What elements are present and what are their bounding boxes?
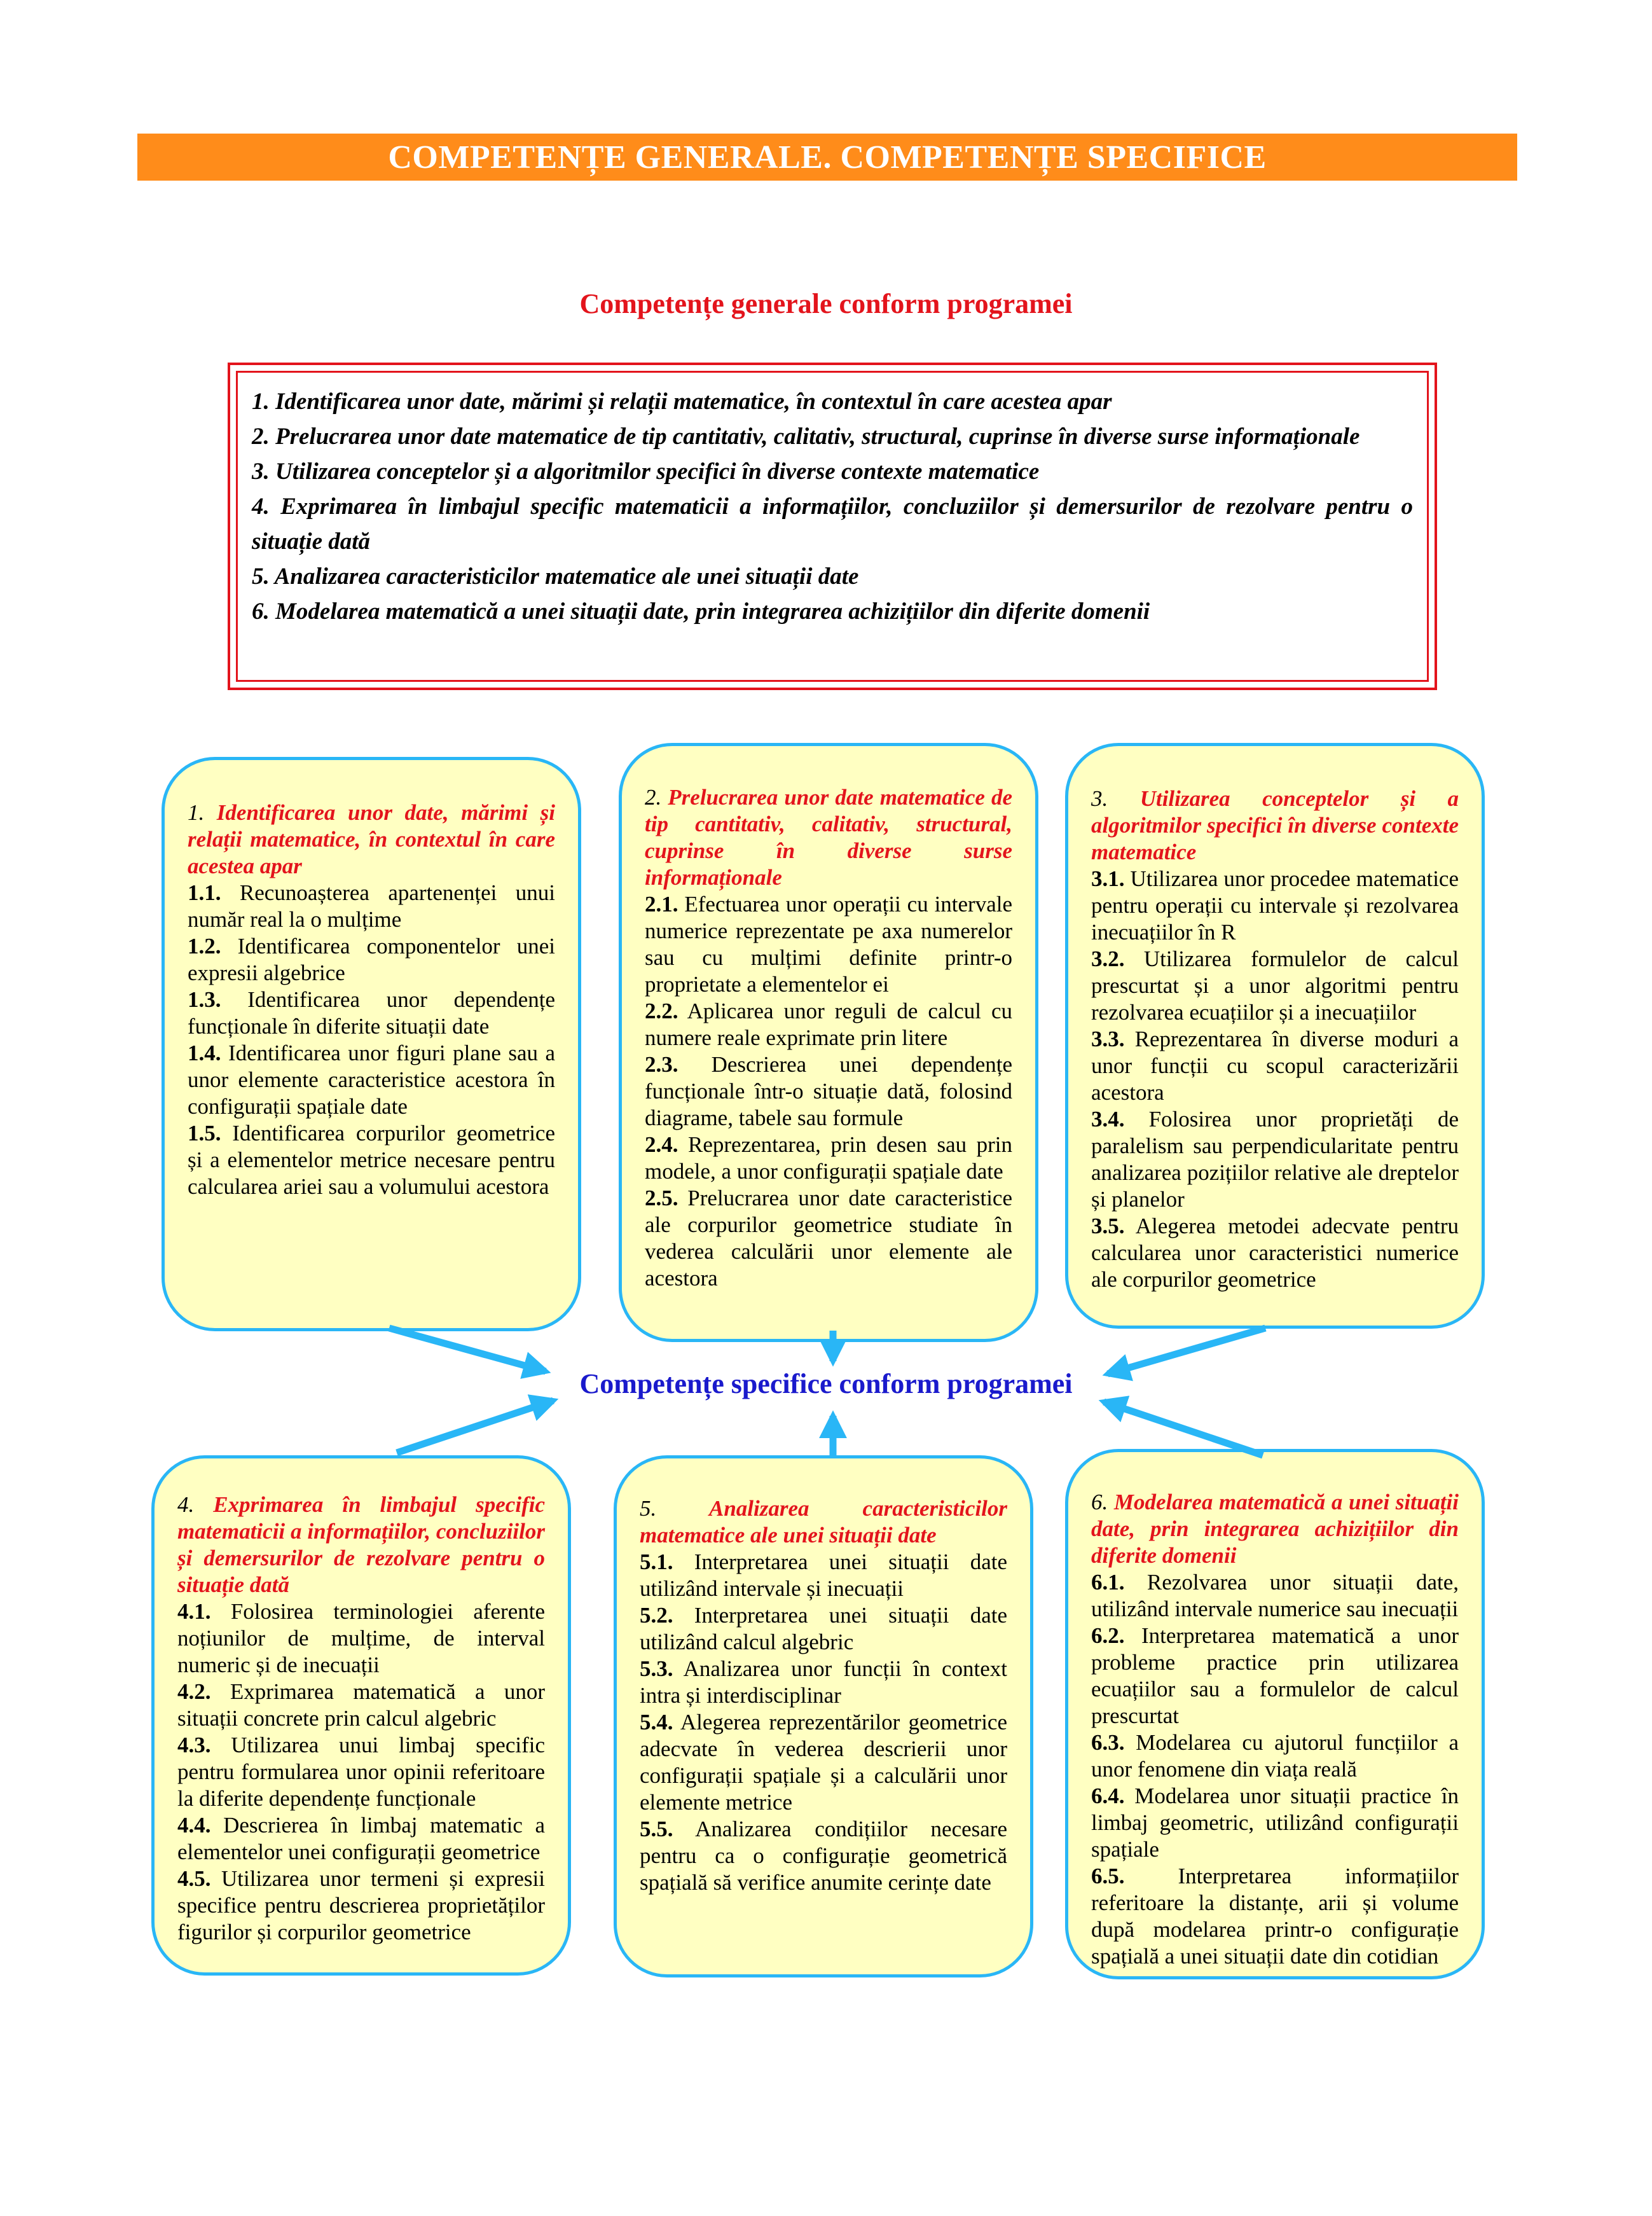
item-text: Utilizarea unor termeni și expresii specifice pentru descrierea proprietăților figurilor și corpurilor geometrice bbox=[177, 1866, 545, 1944]
item-code: 3.4. bbox=[1091, 1107, 1125, 1132]
item-code: 4.5. bbox=[177, 1866, 211, 1891]
item-code: 5.3. bbox=[640, 1656, 673, 1681]
item-code: 3.1. bbox=[1091, 866, 1125, 891]
item-code: 1.1. bbox=[188, 880, 221, 905]
heading-text: Prelucrarea unor date matematice de tip cantitativ, calitativ, structural, cuprinse în diverse surse informaționale bbox=[645, 785, 1012, 890]
heading-text: Identificarea unor date, mărimi și relații matematice, în contextul în care acestea apar bbox=[188, 800, 556, 878]
heading-text: Utilizarea conceptelor și a algoritmilor specifici în diverse contexte matematice bbox=[1091, 786, 1459, 864]
item-code: 3.5. bbox=[1091, 1214, 1125, 1238]
item-text: Identificarea unor figuri plane sau a unor elemente caracteristice acestora în configurații spațiale date bbox=[188, 1041, 555, 1119]
item-text: Folosirea unor proprietăți de paralelism sau perpendicularitate pentru analizarea pozițiilor relative ale dreptelor și planelor bbox=[1091, 1107, 1459, 1212]
item-text: Descrierea în limbaj matematic a elementelor unei configurații geometrice bbox=[177, 1813, 545, 1864]
item-text: Alegerea metodei adecvate pentru calcularea unor caracteristici numerice ale corpurilor geometrice bbox=[1091, 1214, 1459, 1292]
general-competence-item: 5. Analizarea caracteristicilor matematice ale unei situații date bbox=[252, 564, 859, 590]
item-text: Folosirea terminologiei aferente noțiunilor de mulțime, de interval numeric și de inecuații bbox=[177, 1599, 545, 1677]
item-text: Prelucrarea unor date caracteristice ale corpurilor geometrice studiate în vederea calculării unor elemente ale acestora bbox=[645, 1186, 1012, 1291]
item-code: 6.5. bbox=[1091, 1864, 1125, 1888]
heading-text: Modelarea matematică a unei situații date, prin integrarea achizițiilor din diferite domenii bbox=[1091, 1490, 1459, 1568]
item-code: 1.5. bbox=[188, 1121, 221, 1146]
item-code: 1.2. bbox=[188, 934, 221, 959]
item-code: 2.5. bbox=[645, 1186, 678, 1210]
item-text: Identificarea corpurilor geometrice și a elementelor metrice necesare pentru calcularea ariei sau a volumului acestora bbox=[188, 1121, 556, 1199]
general-competence-item: 4. Exprimarea în limbajul specific matematicii a informațiilor, concluziilor și demersurilor de rezolvare pentru o situație dată bbox=[252, 494, 1413, 555]
arrow-from-box-3 bbox=[1108, 1328, 1265, 1374]
item-code: 6.1. bbox=[1091, 1570, 1125, 1595]
item-code: 1.3. bbox=[188, 987, 221, 1012]
item-code: 4.3. bbox=[177, 1733, 211, 1757]
item-code: 6.3. bbox=[1091, 1730, 1125, 1755]
item-code: 2.2. bbox=[645, 999, 678, 1023]
banner-title: COMPETENȚE GENERALE. COMPETENȚE SPECIFICE bbox=[388, 139, 1267, 176]
item-code: 5.2. bbox=[640, 1603, 673, 1628]
heading-number: 3. bbox=[1091, 786, 1108, 811]
item-code: 2.4. bbox=[645, 1132, 678, 1157]
item-code: 5.5. bbox=[640, 1817, 673, 1841]
item-code: 4.2. bbox=[177, 1679, 211, 1704]
item-text: Analizarea unor funcții în context intra și interdisciplinar bbox=[640, 1656, 1007, 1708]
item-text: Descrierea unei dependențe funcționale într-o situație dată, folosind diagrame, tabele sau formule bbox=[645, 1052, 1012, 1130]
item-text: Rezolvarea unor situații date, utilizând intervale numerice sau inecuații bbox=[1091, 1570, 1459, 1621]
item-code: 6.2. bbox=[1091, 1623, 1125, 1648]
item-text: Utilizarea unor procedee matematice pentru operații cu intervale și rezolvarea inecuațiilor în R bbox=[1091, 866, 1459, 945]
item-text: Utilizarea formulelor de calcul prescurtat și a unor algoritmi pentru rezolvarea ecuațiilor și a inecuațiilor bbox=[1091, 946, 1459, 1025]
item-text: Interpretarea unei situații date utilizând calcul algebric bbox=[640, 1603, 1007, 1654]
heading-number: 2. bbox=[645, 785, 662, 810]
item-text: Reprezentarea în diverse moduri a unor funcții cu scopul caracterizării acestora bbox=[1091, 1027, 1459, 1105]
item-text: Recunoașterea apartenenței unui număr real la o mulțime bbox=[188, 880, 555, 932]
item-text: Exprimarea matematică a unor situații concrete prin calcul algebric bbox=[177, 1679, 546, 1731]
item-text: Modelarea cu ajutorul funcțiilor a unor fenomene din viața reală bbox=[1091, 1730, 1459, 1782]
arrow-from-box-4 bbox=[397, 1401, 553, 1453]
general-competence-item: 3. Utilizarea conceptelor și a algoritmilor specifici în diverse contexte matematice bbox=[252, 459, 1040, 485]
heading-number: 6. bbox=[1091, 1490, 1108, 1514]
item-code: 5.1. bbox=[640, 1549, 673, 1574]
specific-competences-title: Competențe specifice conform programei bbox=[579, 1368, 1073, 1399]
heading-text: Analizarea caracteristicilor matematice ale unei situații date bbox=[640, 1496, 1008, 1548]
arrow-from-box-1 bbox=[389, 1328, 546, 1371]
item-text: Alegerea reprezentărilor geometrice adecvate în vederea descrierii unor configurații spațiale și a calculării unor elemente metrice bbox=[640, 1710, 1007, 1815]
item-text: Utilizarea unui limbaj specific pentru formularea unor opinii referitoare la diferite dependențe funcționale bbox=[177, 1733, 546, 1811]
heading-number: 5. bbox=[640, 1496, 657, 1521]
item-code: 1.4. bbox=[188, 1041, 221, 1065]
item-code: 2.1. bbox=[645, 892, 678, 917]
item-text: Efectuarea unor operații cu intervale numerice reprezentate pe axa numerelor sau cu mulțimi definite printr-o proprietate a elementelor ei bbox=[645, 892, 1013, 997]
item-code: 3.2. bbox=[1091, 946, 1125, 971]
heading-number: 1. bbox=[188, 800, 205, 825]
item-text: Analizarea condițiilor necesare pentru ca o configurație geometrică spațială să verifice anumite cerințe date bbox=[640, 1817, 1007, 1895]
item-text: Reprezentarea, prin desen sau prin modele, a unor configurații spațiale date bbox=[645, 1132, 1013, 1184]
item-code: 4.1. bbox=[177, 1599, 211, 1624]
general-competence-item: 2. Prelucrarea unor date matematice de tip cantitativ, calitativ, structural, cuprinse în diverse surse informaționale bbox=[252, 424, 1360, 450]
item-text: Interpretarea matematică a unor probleme practice prin utilizarea ecuațiilor sau a formulelor de calcul prescurtat bbox=[1091, 1623, 1459, 1728]
item-text: Identificarea unor dependențe funcționale în diferite situații date bbox=[188, 987, 555, 1039]
item-code: 4.4. bbox=[177, 1813, 211, 1838]
general-competences-title: Competențe generale conform programei bbox=[579, 288, 1073, 319]
item-text: Interpretarea informațiilor referitoare la distanțe, arii și volume după modelarea printr-o configurație spațială a unei situații date din cotidian bbox=[1091, 1864, 1459, 1969]
item-text: Identificarea componentelor unei expresii algebrice bbox=[188, 934, 555, 985]
item-text: Aplicarea unor reguli de calcul cu numere reale exprimate prin litere bbox=[645, 999, 1012, 1050]
item-code: 3.3. bbox=[1091, 1027, 1125, 1051]
general-competence-item: 1. Identificarea unor date, mărimi și relații matematice, în contextul în care acestea apar bbox=[252, 389, 1112, 415]
item-code: 2.3. bbox=[645, 1052, 678, 1077]
heading-text: Exprimarea în limbajul specific matematicii a informațiilor, concluziilor și demersurilor de rezolvare pentru o situație dată bbox=[177, 1492, 545, 1597]
item-code: 6.4. bbox=[1091, 1783, 1125, 1808]
heading-number: 4. bbox=[177, 1492, 195, 1517]
item-code: 5.4. bbox=[640, 1710, 673, 1735]
item-text: Interpretarea unei situații date utilizând intervale și inecuații bbox=[640, 1549, 1007, 1601]
item-text: Modelarea unor situații practice în limbaj geometric, utilizând configurații spațiale bbox=[1091, 1783, 1459, 1862]
arrow-from-box-6 bbox=[1104, 1402, 1263, 1455]
general-competence-item: 6. Modelarea matematică a unei situații date, prin integrarea achizițiilor din diferite domenii bbox=[252, 599, 1150, 625]
